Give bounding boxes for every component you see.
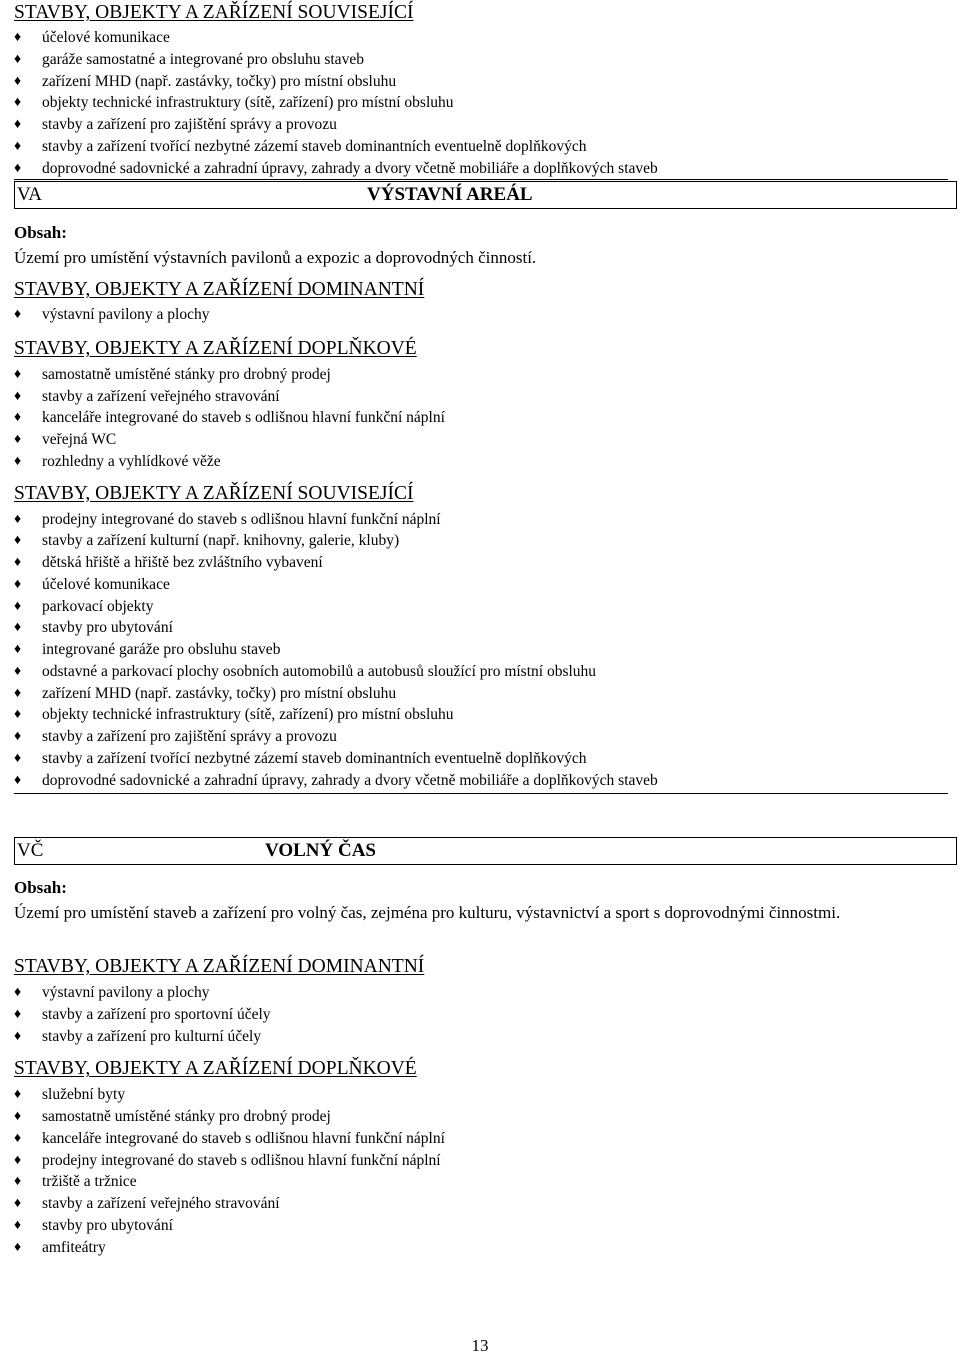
- list-item-text: zařízení MHD (např. zastávky, točky) pro místní obsluhu: [42, 684, 397, 702]
- list-item: [14, 429, 948, 451]
- list-item-text: parkovací objekty: [42, 597, 154, 615]
- zone-description: Území pro umístění výstavních pavilonů a expozic a doprovodných činností.: [14, 248, 537, 267]
- diamond-bullet-icon: ♦: [14, 432, 22, 447]
- list-item-text: integrované garáže pro obsluhu staveb: [42, 641, 281, 658]
- diamond-bullet-icon: ♦: [14, 598, 22, 614]
- list-item-text: doprovodné sadovnické a zahradní úpravy, zahrady a dvory včetně mobiliáře a doplňkových staveb: [42, 159, 658, 177]
- list-item-text: výstavní pavilony a plochy: [42, 306, 210, 323]
- list-item: [14, 552, 948, 574]
- list-item: [14, 1026, 948, 1048]
- diamond-bullet-icon: ♦: [14, 772, 22, 788]
- bullet-list: [14, 982, 948, 1047]
- diamond-bullet-icon: ♦: [14, 620, 22, 636]
- zone-va-body: [14, 215, 948, 791]
- list-item: [14, 451, 948, 473]
- list-item: [14, 661, 948, 683]
- diamond-bullet-icon: ♦: [14, 138, 22, 154]
- diamond-bullet-icon: ♦: [14, 1217, 22, 1233]
- list-item-text: kanceláře integrované do staveb s odlišnou hlavní funkční náplní: [42, 1129, 445, 1147]
- list-item: [14, 407, 948, 429]
- top-related-section: [14, 2, 658, 179]
- list-item-text: odstavné a parkovací plochy osobních automobilů a autobusů sloužící pro místní obsluhu: [42, 662, 597, 680]
- diamond-bullet-icon: ♦: [14, 533, 22, 549]
- list-item: [14, 1106, 948, 1128]
- list-item: [14, 704, 948, 726]
- diamond-bullet-icon: ♦: [14, 388, 22, 404]
- bullet-list: [14, 27, 658, 179]
- list-item-text: stavby pro ubytování: [42, 619, 173, 637]
- list-item: [14, 136, 658, 158]
- zone-vc-body: [14, 868, 948, 1258]
- diamond-bullet-icon: ♦: [14, 729, 22, 744]
- zone-description: Území pro umístění staveb a zařízení pro volný čas, zejména pro kulturu, výstavnictví a sport s doprovodnými činnostmi.: [14, 903, 841, 922]
- list-item-text: samostatně umístěné stánky pro drobný prodej: [42, 1108, 331, 1125]
- list-item: [14, 574, 948, 596]
- diamond-bullet-icon: ♦: [14, 73, 22, 89]
- diamond-bullet-icon: ♦: [14, 707, 22, 723]
- section-heading: STAVBY, OBJEKTY A ZAŘÍZENÍ SOUVISEJÍCÍ: [14, 482, 414, 504]
- diamond-bullet-icon: ♦: [14, 30, 22, 45]
- list-item-text: stavby a zařízení pro zajištění správy a provozu: [42, 116, 337, 133]
- obsah-label: Obsah:: [14, 223, 67, 242]
- list-item-text: amfiteátry: [42, 1238, 106, 1256]
- diamond-bullet-icon: ♦: [14, 1239, 22, 1255]
- list-item: [14, 1128, 948, 1150]
- list-item: [14, 1237, 948, 1259]
- page-number: 13: [471, 1336, 489, 1355]
- list-item-text: stavby a zařízení kulturní (např. knihovny, galerie, kluby): [42, 532, 400, 550]
- list-item: [14, 596, 948, 618]
- diamond-bullet-icon: ♦: [14, 555, 22, 570]
- list-item: [14, 71, 658, 93]
- list-item: [14, 92, 658, 114]
- list-item: [14, 530, 948, 552]
- diamond-bullet-icon: ♦: [14, 1196, 22, 1211]
- diamond-bullet-icon: ♦: [14, 453, 22, 469]
- diamond-bullet-icon: ♦: [14, 366, 22, 382]
- obsah-label: Obsah:: [14, 878, 67, 897]
- list-item-text: prodejny integrované do staveb s odlišnou hlavní funkční náplní: [42, 510, 441, 528]
- diamond-bullet-icon: ♦: [14, 117, 22, 132]
- list-item-text: stavby a zařízení veřejného stravování: [42, 387, 280, 405]
- zone-code: VA: [17, 184, 42, 205]
- diamond-bullet-icon: ♦: [14, 1130, 22, 1146]
- list-item-text: garáže samostatné a integrované pro obsluhu staveb: [42, 50, 364, 68]
- list-item: [14, 982, 948, 1004]
- zone-title: VOLNÝ ČAS: [265, 840, 376, 861]
- diamond-bullet-icon: ♦: [14, 1109, 22, 1124]
- list-item: [14, 27, 658, 49]
- list-item: [14, 304, 948, 326]
- list-item: [14, 386, 948, 408]
- list-item-text: služební byty: [42, 1086, 126, 1104]
- divider: [14, 793, 948, 794]
- list-item: [14, 1193, 948, 1215]
- section-heading: STAVBY, OBJEKTY A ZAŘÍZENÍ DOPLŇKOVÉ: [14, 337, 417, 359]
- list-item-text: dětská hřiště a hřiště bez zvláštního vybavení: [42, 554, 323, 571]
- diamond-bullet-icon: ♦: [14, 985, 22, 1000]
- list-item: [14, 114, 658, 136]
- list-item-text: stavby a zařízení tvořící nezbytné zázemí staveb dominantních eventuelně doplňkových: [42, 749, 587, 767]
- diamond-bullet-icon: ♦: [14, 1006, 22, 1022]
- list-item-text: účelové komunikace: [42, 575, 170, 593]
- list-item: [14, 364, 948, 386]
- bullet-list: [14, 304, 948, 326]
- list-item-text: prodejny integrované do staveb s odlišnou hlavní funkční náplní: [42, 1151, 441, 1169]
- list-item-text: kanceláře integrované do staveb s odlišnou hlavní funkční náplní: [42, 409, 445, 427]
- section-heading: STAVBY, OBJEKTY A ZAŘÍZENÍ SOUVISEJÍCÍ: [14, 2, 414, 23]
- section-heading: STAVBY, OBJEKTY A ZAŘÍZENÍ DOPLŇKOVÉ: [14, 1058, 417, 1080]
- list-item: [14, 1150, 948, 1172]
- list-item-text: výstavní pavilony a plochy: [42, 984, 210, 1001]
- list-item: [14, 1215, 948, 1237]
- list-item: [14, 639, 948, 661]
- zone-code: VČ: [17, 840, 44, 861]
- list-item-text: stavby a zařízení pro kulturní účely: [42, 1027, 262, 1045]
- diamond-bullet-icon: ♦: [14, 410, 22, 426]
- list-item-text: rozhledny a vyhlídkové věže: [42, 452, 221, 470]
- section-heading: STAVBY, OBJEKTY A ZAŘÍZENÍ DOMINANTNÍ: [14, 279, 425, 300]
- list-item: [14, 770, 948, 792]
- list-item-text: stavby a zařízení tvořící nezbytné zázemí staveb dominantních eventuelně doplňkových: [42, 137, 587, 155]
- diamond-bullet-icon: ♦: [14, 663, 22, 679]
- list-item-text: zařízení MHD (např. zastávky, točky) pro místní obsluhu: [42, 72, 397, 90]
- list-item-text: tržiště a tržnice: [42, 1173, 137, 1191]
- diamond-bullet-icon: ♦: [14, 1087, 22, 1103]
- section-heading: STAVBY, OBJEKTY A ZAŘÍZENÍ DOMINANTNÍ: [14, 956, 425, 977]
- list-item-text: stavby a zařízení pro sportovní účely: [42, 1005, 271, 1023]
- zone-title: VÝSTAVNÍ AREÁL: [367, 184, 533, 205]
- diamond-bullet-icon: ♦: [14, 1152, 22, 1168]
- bullet-list: [14, 1084, 948, 1258]
- list-item-text: stavby pro ubytování: [42, 1216, 173, 1234]
- diamond-bullet-icon: ♦: [14, 685, 22, 701]
- diamond-bullet-icon: ♦: [14, 307, 22, 322]
- list-item: [14, 1171, 948, 1193]
- list-item-text: samostatně umístěné stánky pro drobný prodej: [42, 365, 331, 383]
- list-item: [14, 683, 948, 705]
- list-item: [14, 726, 948, 748]
- list-item-text: doprovodné sadovnické a zahradní úpravy, zahrady a dvory včetně mobiliáře a doplňkových staveb: [42, 771, 658, 789]
- list-item-text: stavby a zařízení veřejného stravování: [42, 1195, 280, 1212]
- diamond-bullet-icon: ♦: [14, 1028, 22, 1044]
- diamond-bullet-icon: ♦: [14, 750, 22, 766]
- zone-header-vc: [14, 837, 957, 865]
- list-item-text: účelové komunikace: [42, 29, 170, 46]
- list-item: [14, 158, 658, 180]
- list-item: [14, 748, 948, 770]
- list-item-text: stavby a zařízení pro zajištění správy a provozu: [42, 728, 337, 745]
- bullet-list: [14, 509, 948, 792]
- diamond-bullet-icon: ♦: [14, 642, 22, 657]
- diamond-bullet-icon: ♦: [14, 511, 22, 527]
- list-item: [14, 1084, 948, 1106]
- list-item-text: objekty technické infrastruktury (sítě, zařízení) pro místní obsluhu: [42, 94, 454, 112]
- diamond-bullet-icon: ♦: [14, 51, 22, 67]
- zone-header-va: [14, 181, 957, 209]
- diamond-bullet-icon: ♦: [14, 576, 22, 592]
- diamond-bullet-icon: ♦: [14, 95, 22, 111]
- list-item: [14, 617, 948, 639]
- list-item: [14, 1004, 948, 1026]
- bullet-list: [14, 364, 948, 473]
- divider: [14, 179, 948, 180]
- list-item: [14, 509, 948, 531]
- list-item-text: veřejná WC: [42, 431, 117, 448]
- list-item: [14, 49, 658, 71]
- diamond-bullet-icon: ♦: [14, 160, 22, 176]
- list-item-text: objekty technické infrastruktury (sítě, zařízení) pro místní obsluhu: [42, 706, 454, 724]
- diamond-bullet-icon: ♦: [14, 1174, 22, 1190]
